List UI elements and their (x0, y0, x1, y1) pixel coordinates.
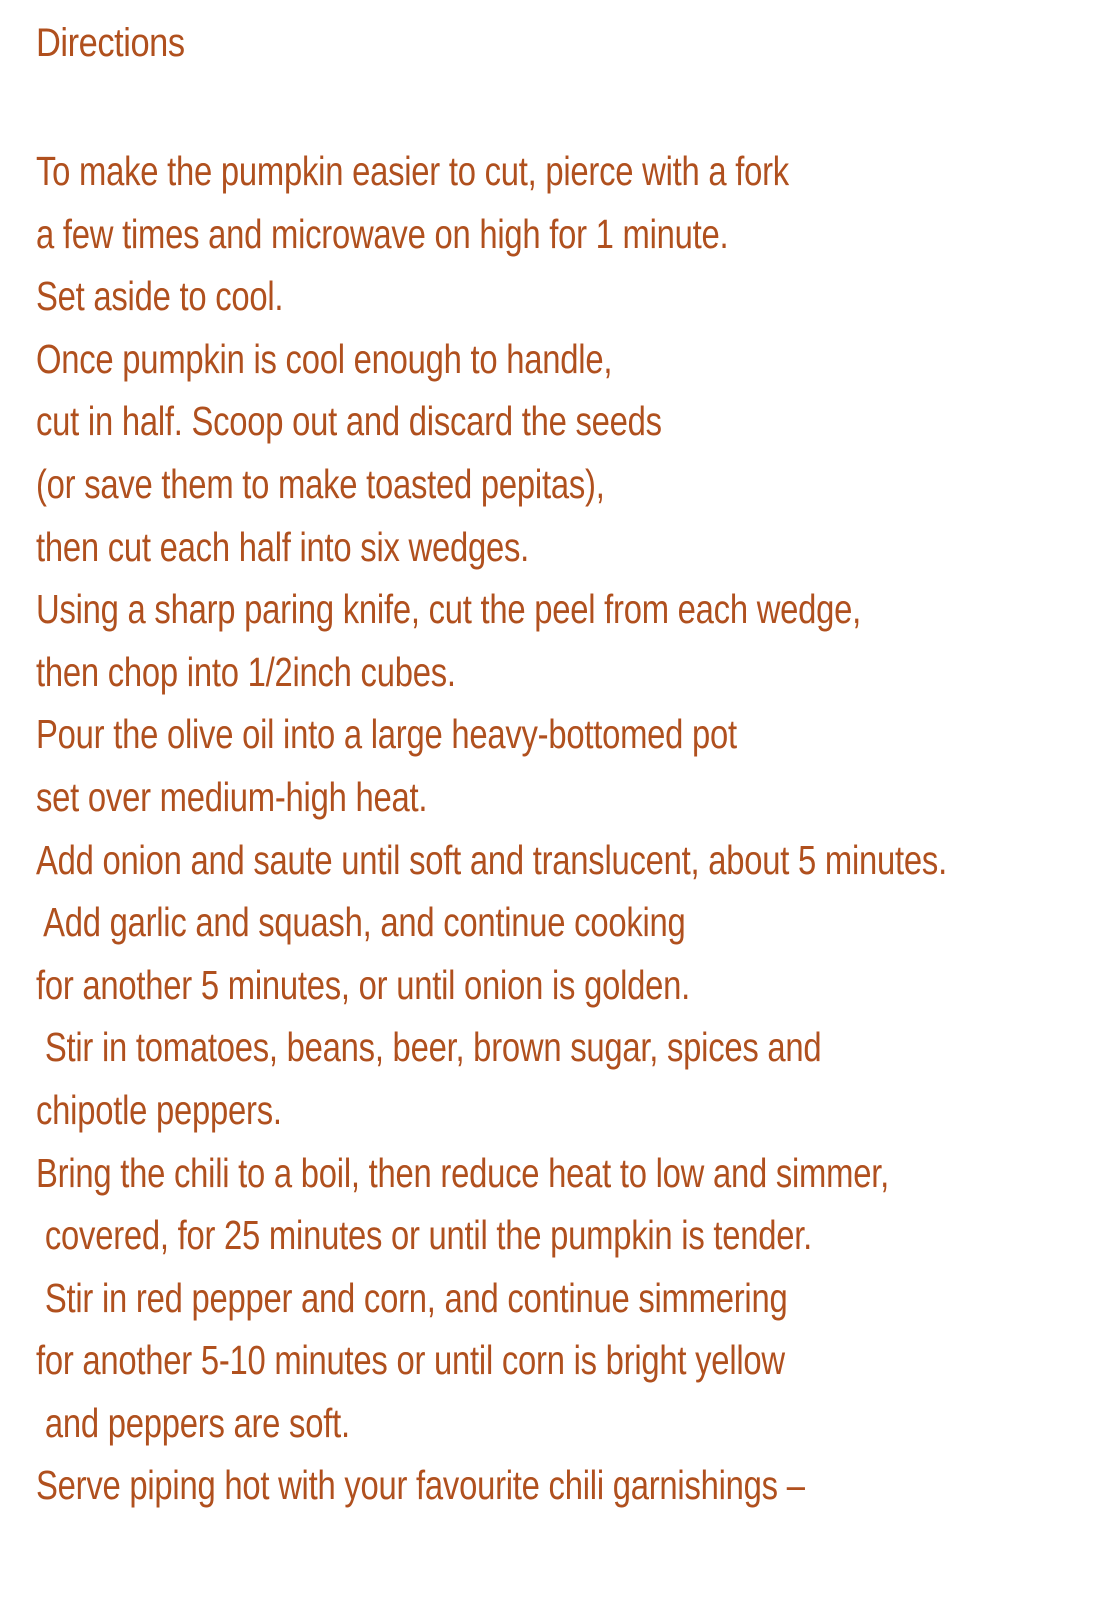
direction-line: then chop into 1/2inch cubes. (36, 648, 456, 695)
direction-line: cut in half. Scoop out and discard the seeds (36, 398, 662, 445)
direction-line: To make the pumpkin easier to cut, pierce with a fork (36, 148, 789, 194)
directions-heading: Directions (36, 21, 185, 65)
direction-line: Stir in red pepper and corn, and continue simmering (36, 1274, 788, 1321)
direction-line: Stir in tomatoes, beans, beer, brown sugar, spices and (36, 1024, 822, 1071)
direction-line: Pour the olive oil into a large heavy-bottomed pot (36, 711, 737, 758)
direction-line: chipotle peppers. (36, 1086, 282, 1133)
direction-line: Once pumpkin is cool enough to handle, (36, 335, 613, 382)
direction-line: and peppers are soft. (36, 1399, 350, 1446)
direction-line: covered, for 25 minutes or until the pumpkin is tender. (36, 1212, 813, 1259)
direction-line: then cut each half into six wedges. (36, 523, 530, 570)
directions-text (36, 140, 1106, 1517)
direction-line: Add garlic and squash, and continue cooking (36, 899, 686, 946)
direction-line: for another 5 minutes, or until onion is golden. (36, 961, 690, 1008)
direction-line: (or save them to make toasted pepitas), (36, 460, 605, 507)
direction-line: Set aside to cool. (36, 273, 284, 320)
direction-line: for another 5-10 minutes or until corn is bright yellow (36, 1337, 785, 1384)
spacer (36, 72, 1106, 140)
direction-line: Add onion and saute until soft and translucent, about 5 minutes. (36, 836, 947, 883)
recipe-directions (36, 14, 1106, 1517)
direction-line: Bring the chili to a boil, then reduce heat to low and simmer, (36, 1149, 889, 1196)
direction-line: a few times and microwave on high for 1 minute. (36, 210, 729, 257)
direction-line: Serve piping hot with your favourite chili garnishings – (36, 1462, 805, 1509)
direction-line: set over medium-high heat. (36, 773, 428, 820)
direction-line: Using a sharp paring knife, cut the peel from each wedge, (36, 586, 862, 633)
